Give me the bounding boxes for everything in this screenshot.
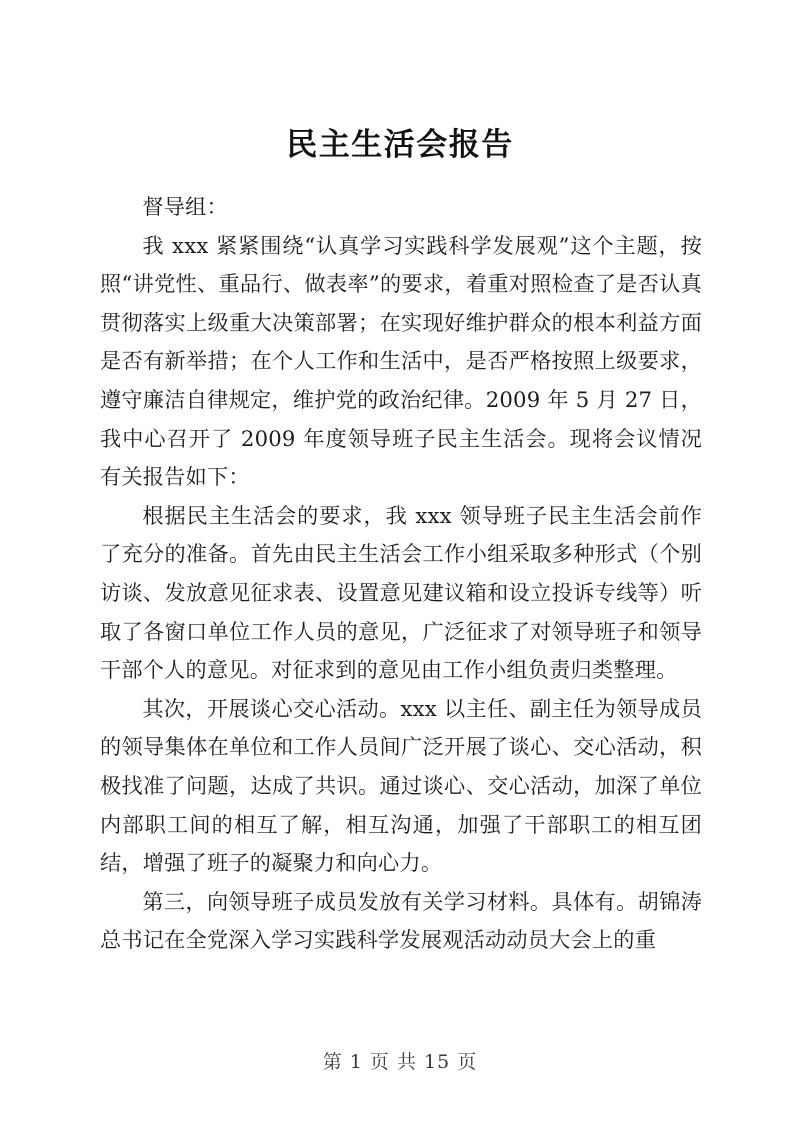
page-footer: 第 1 页 共 15 页 bbox=[322, 1051, 478, 1073]
page-title: 民主生活会报告 bbox=[286, 127, 514, 163]
paragraph-1: 我 xxx 紧紧围绕“认真学习实践科学发展观”这个主题，按照“讲党性、重品行、做表率”的要求，着重对照检查了是否认真贯彻落实上级重大决策部署；在实现好维护群众的根本利益方面是否有新举措；在个人工作和生活中，是否严格按照上级要求，遵守廉洁自律规定，维护党的政治纪律。2009 年 5 月 27 日，我中心召开了 2009 年度领导班子民主生活会。现将会议情况有关报告如下： bbox=[100, 232, 702, 490]
paragraph-3: 其次，开展谈心交心活动。xxx 以主任、副主任为领导成员的领导集体在单位和工作人员间广泛开展了谈心、交心活动，积极找准了问题，达成了共识。通过谈心、交心活动，加深了单位内部职工间的相互了解，相互沟通，加强了干部职工的相互团结，增强了班子的凝聚力和向心力。 bbox=[100, 695, 702, 876]
paragraph-4: 第三，向领导班子成员发放有关学习材料。具体有。胡锦涛总书记在全党深入学习实践科学发展观活动动员大会上的重 bbox=[100, 888, 702, 953]
paragraph-2: 根据民主生活会的要求，我 xxx 领导班子民主生活会前作了充分的准备。首先由民主生活会工作小组采取多种形式（个别访谈、发放意见征求表、设置意见建议箱和设立投诉专线等）听取了各窗口单位工作人员的意见，广泛征求了对领导班子和领导干部个人的意见。对征求到的意见由工作小组负责归类整理。 bbox=[100, 502, 702, 683]
salutation-line: 督导组： bbox=[142, 194, 228, 219]
document-body bbox=[100, 188, 702, 960]
